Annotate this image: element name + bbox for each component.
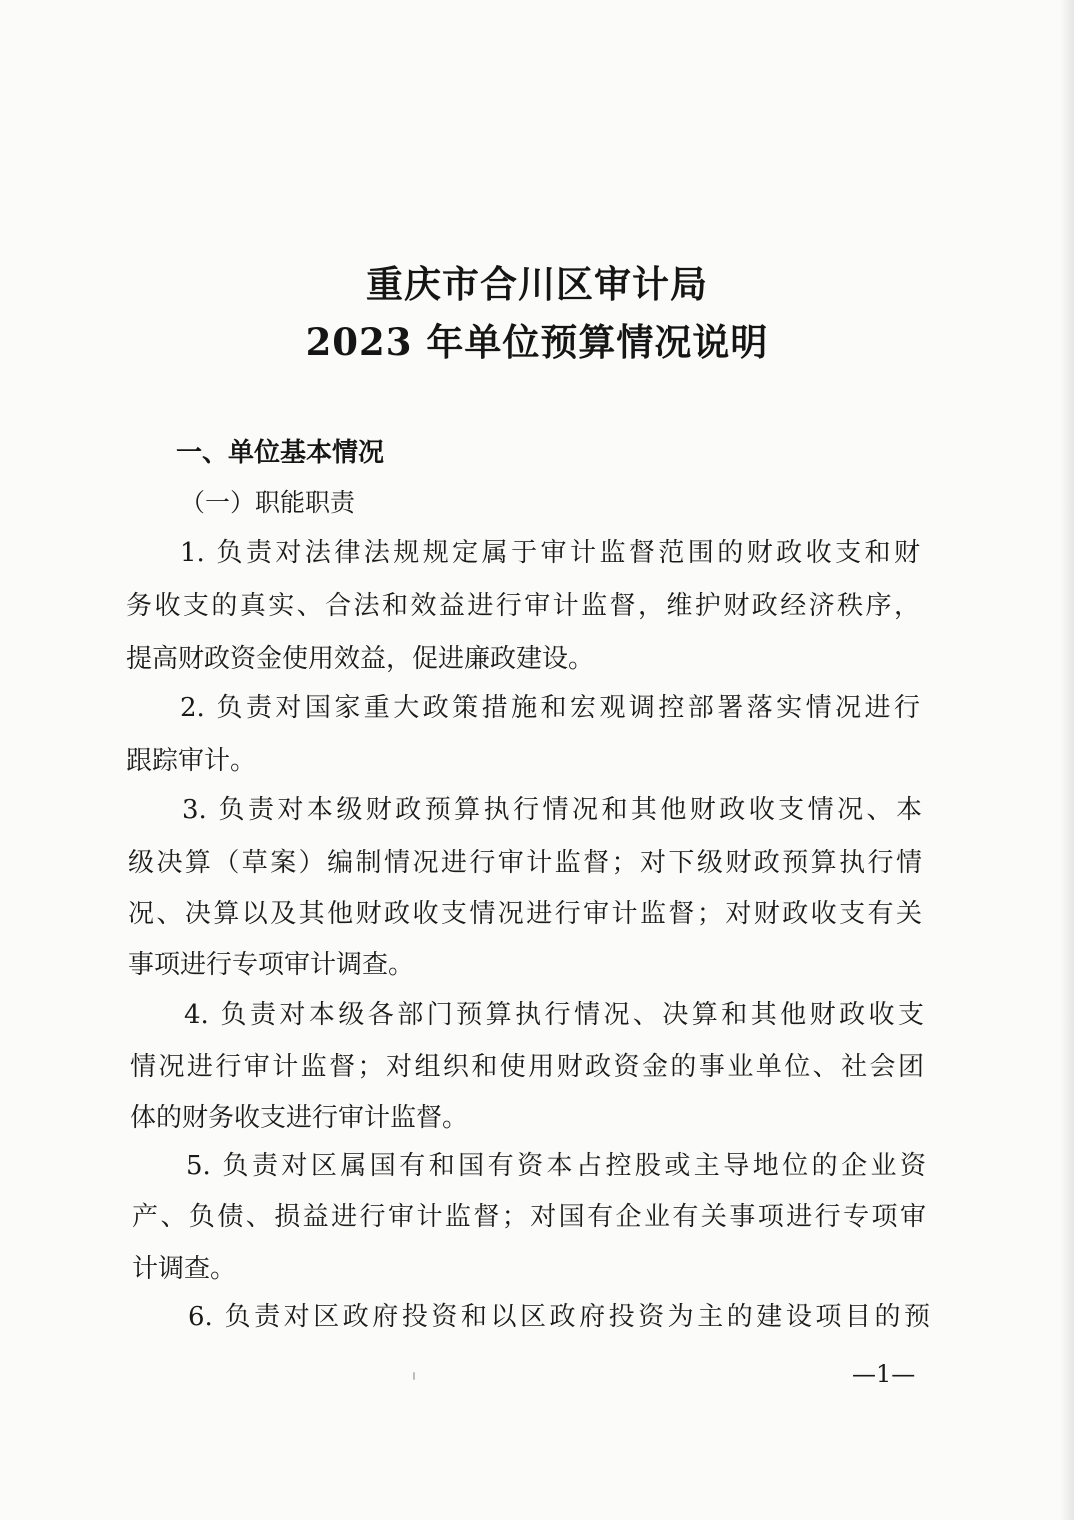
paragraph-line: 情况进行审计监督；对组织和使用财政资金的事业单位、社会团 [130,1052,924,1082]
paragraph-line: 6. 负责对区政府投资和以区政府投资为主的建设项目的预 [188,1302,930,1332]
paragraph-line: 2. 负责对国家重大政策措施和宏观调控部署落实情况进行 [180,693,920,723]
paragraph-line: 4. 负责对本级各部门预算执行情况、决算和其他财政收支 [184,1000,924,1030]
section-heading: 一、单位基本情况 [176,438,385,468]
paragraph-line: 5. 负责对区属国有和国有资本占控股或主导地位的企业资 [186,1151,926,1181]
sub-heading: （一）职能职责 [180,488,356,517]
scan-edge-shadow [1060,0,1074,1520]
paragraph-line: 计调查。 [132,1254,237,1284]
paragraph-line: 务收支的真实、合法和效益进行审计监督，维护财政经济秩序， [126,591,920,621]
paragraph-line: 提高财政资金使用效益，促进廉政建设。 [126,644,595,674]
paragraph-line: 3. 负责对本级财政预算执行情况和其他财政收支情况、本 [182,795,922,825]
paragraph-line: 1. 负责对法律法规规定属于审计监督范围的财政收支和财 [180,538,920,568]
paragraph-line: 体的财务收支进行审计监督。 [130,1103,469,1133]
paragraph-line: 况、决算以及其他财政收支情况进行审计监督；对财政收支有关 [128,899,922,929]
scan-speck [413,1372,415,1380]
paragraph-line: 跟踪审计。 [126,746,257,776]
paragraph-line: 级决算（草案）编制情况进行审计监督；对下级财政预算执行情 [128,848,922,878]
page-number: —1— [852,1360,916,1388]
document-title-line1: 重庆市合川区审计局 [366,262,708,306]
paragraph-line: 产、负债、损益进行审计监督；对国有企业有关事项进行专项审 [132,1202,926,1232]
paragraph-line: 事项进行专项审计调查。 [128,950,415,980]
document-title-line2: 2023 年单位预算情况说明 [305,320,769,364]
